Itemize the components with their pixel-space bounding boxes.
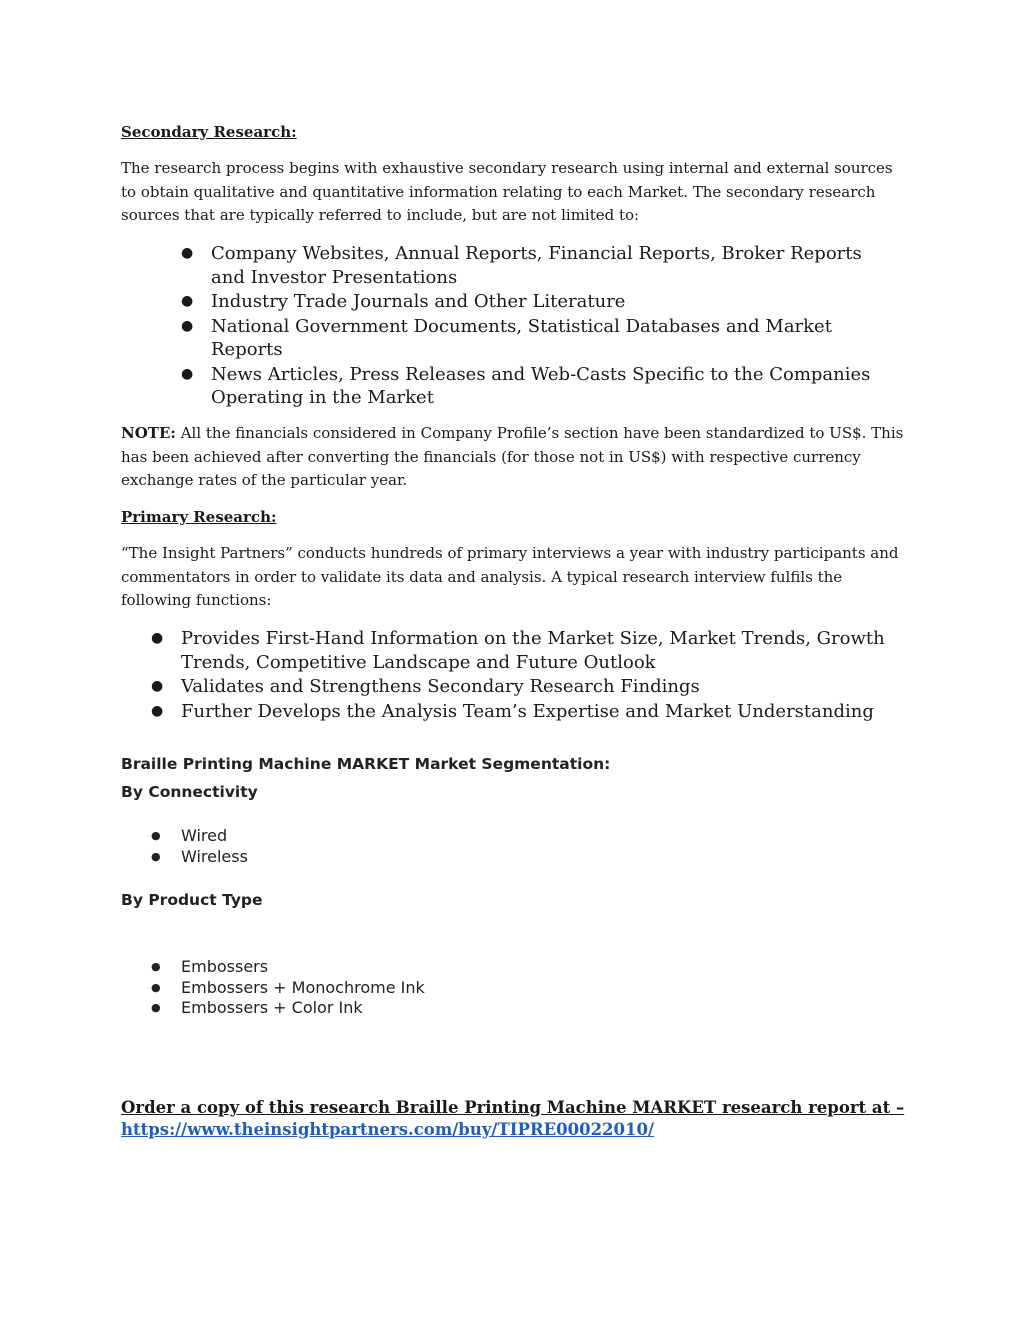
- list-item: ● Validates and Strengthens Secondary Research Findings: [151, 676, 700, 697]
- bullet-icon: ●: [181, 245, 194, 261]
- bullet-icon: ●: [151, 702, 164, 719]
- list-item: ● Embossers: [151, 957, 269, 976]
- connectivity-list: [151, 826, 248, 867]
- secondary-research-intro: The research process begins with exhaustive secondary research using internal and external sources to obtain qualitative and quantitative information relating to each Market. The secondary research sources that are typically referred to include, but are not limited to:: [121, 159, 893, 224]
- list-item: ● National Government Documents, Statistical Databases and Market Reports: [181, 315, 832, 360]
- note-text: All the financials considered in Company Profile’s section have been standardized to US$. This has been achieved after converting the financials (for those not in US$) with respective currency exchange rates of the particular year.: [121, 424, 904, 489]
- list-item: ● Embossers + Color Ink: [151, 998, 363, 1017]
- bullet-icon: ●: [151, 960, 161, 973]
- list-item: ● Wireless: [151, 846, 248, 866]
- secondary-sources-list: [181, 242, 881, 411]
- list-item: ● News Articles, Press Releases and Web-Casts Specific to the Companies Operating in the Market: [181, 363, 871, 408]
- secondary-research-heading: Secondary Research:: [121, 123, 297, 141]
- bullet-icon: ●: [151, 678, 164, 694]
- list-item: ● Provides First-Hand Information on the Market Size, Market Trends, Growth Trends, Competitive Landscape and Future Outlook: [151, 628, 885, 673]
- bullet-icon: ●: [151, 849, 161, 863]
- bullet-icon: ●: [151, 829, 161, 842]
- bullet-icon: ●: [151, 980, 161, 994]
- primary-research-intro: “The Insight Partners” conducts hundreds of primary interviews a year with industry participants and commentators in order to validate its data and analysis. A typical research interview fulfils the following functions:: [121, 544, 899, 609]
- connectivity-title: By Connectivity: [121, 783, 258, 801]
- list-item: ● Industry Trade Journals and Other Literature: [181, 291, 626, 312]
- bullet-icon: ●: [151, 630, 164, 646]
- bullet-icon: ●: [181, 365, 194, 382]
- bullet-icon: ●: [181, 293, 194, 309]
- primary-functions-list: [151, 627, 911, 724]
- bullet-icon: ●: [151, 1001, 161, 1014]
- note-label: NOTE:: [121, 424, 176, 442]
- product-type-title: By Product Type: [121, 891, 263, 909]
- list-item: ● Wired: [151, 826, 228, 845]
- note-paragraph: [121, 422, 911, 493]
- order-link[interactable]: https://www.theinsightpartners.com/buy/TIPRE00022010/: [121, 1120, 655, 1139]
- list-item: ● Embossers + Monochrome Ink: [151, 977, 425, 997]
- product-type-list: [151, 957, 425, 1019]
- order-text: Order a copy of this research Braille Printing Machine MARKET research report at –: [121, 1098, 905, 1117]
- list-item: ● Company Websites, Annual Reports, Financial Reports, Broker Reports and Investor Presentations: [181, 243, 862, 288]
- list-item: ● Further Develops the Analysis Team’s Expertise and Market Understanding: [151, 700, 874, 722]
- segmentation-title: Braille Printing Machine MARKET Market Segmentation:: [121, 755, 611, 773]
- bullet-icon: ●: [181, 317, 194, 334]
- primary-research-heading: Primary Research:: [121, 508, 277, 526]
